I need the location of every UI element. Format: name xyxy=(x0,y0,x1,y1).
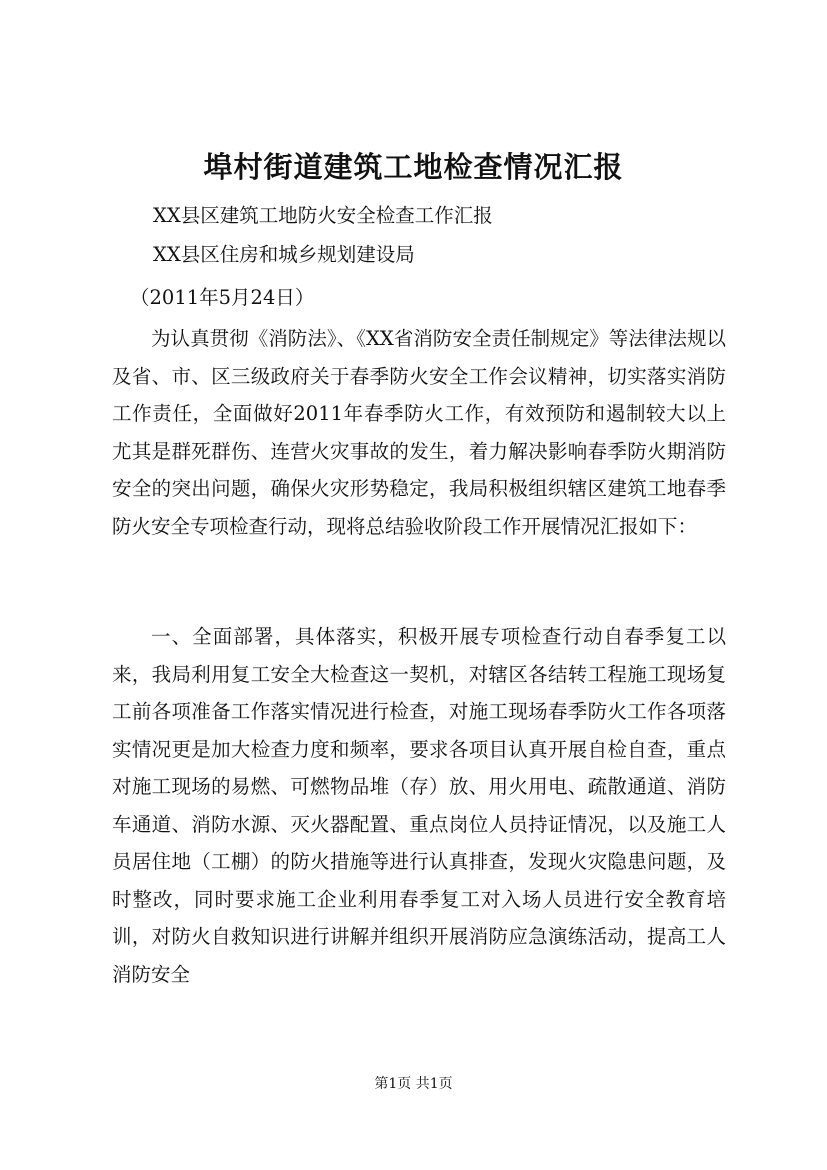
document-title: 埠村街道建筑工地检查情况汇报 xyxy=(203,150,624,184)
document-subtitle: XX县区建筑工地防火安全检查工作汇报 xyxy=(153,204,493,227)
paragraph-intro: 为认真贯彻《消防法》、《XX省消防安全责任制规定》等法律法规以及省、市、区三级政府关于春季防火安全工作会议精神，切实落实消防工作责任，全面做好2011年春季防火工作，有效预防和遏制较大以上尤其是群死群伤、连营火灾事故的发生，着力解决影响春季防火期消防安全的突出问题，确保火灾形势稳定，我局积极组织辖区建筑工地春季防火安全专项检查行动，现将总结验收阶段工作开展情况汇报如下： xyxy=(112,327,726,538)
document-date: （2011年5月24日） xyxy=(130,286,315,309)
paragraph-section-one: 一、全面部署，具体落实，积极开展专项检查行动自春季复工以来，我局利用复工安全大检查这一契机，对辖区各结转工程施工现场复工前各项准备工作落实情况进行检查，对施工现场春季防火工作各项落实情况更是加大检查力度和频率，要求各项目认真开展自检自查，重点对施工现场的易燃、可燃物品堆（存）放、用火用电、疏散通道、消防车通道、消防水源、灭火器配置、重点岗位人员持证情况，以及施工人员居住地（工棚）的防火措施等进行认真排查，发现火灾隐患问题，及时整改，同时要求施工企业利用春季复工对入场人员进行安全教育培训，对防火自救知识进行讲解并组织开展消防应急演练活动，提高工人消防安全 xyxy=(112,625,726,986)
document-issuer: XX县区住房和城乡规划建设局 xyxy=(153,243,415,266)
page-footer: 第1页 共1页 xyxy=(374,1076,453,1092)
